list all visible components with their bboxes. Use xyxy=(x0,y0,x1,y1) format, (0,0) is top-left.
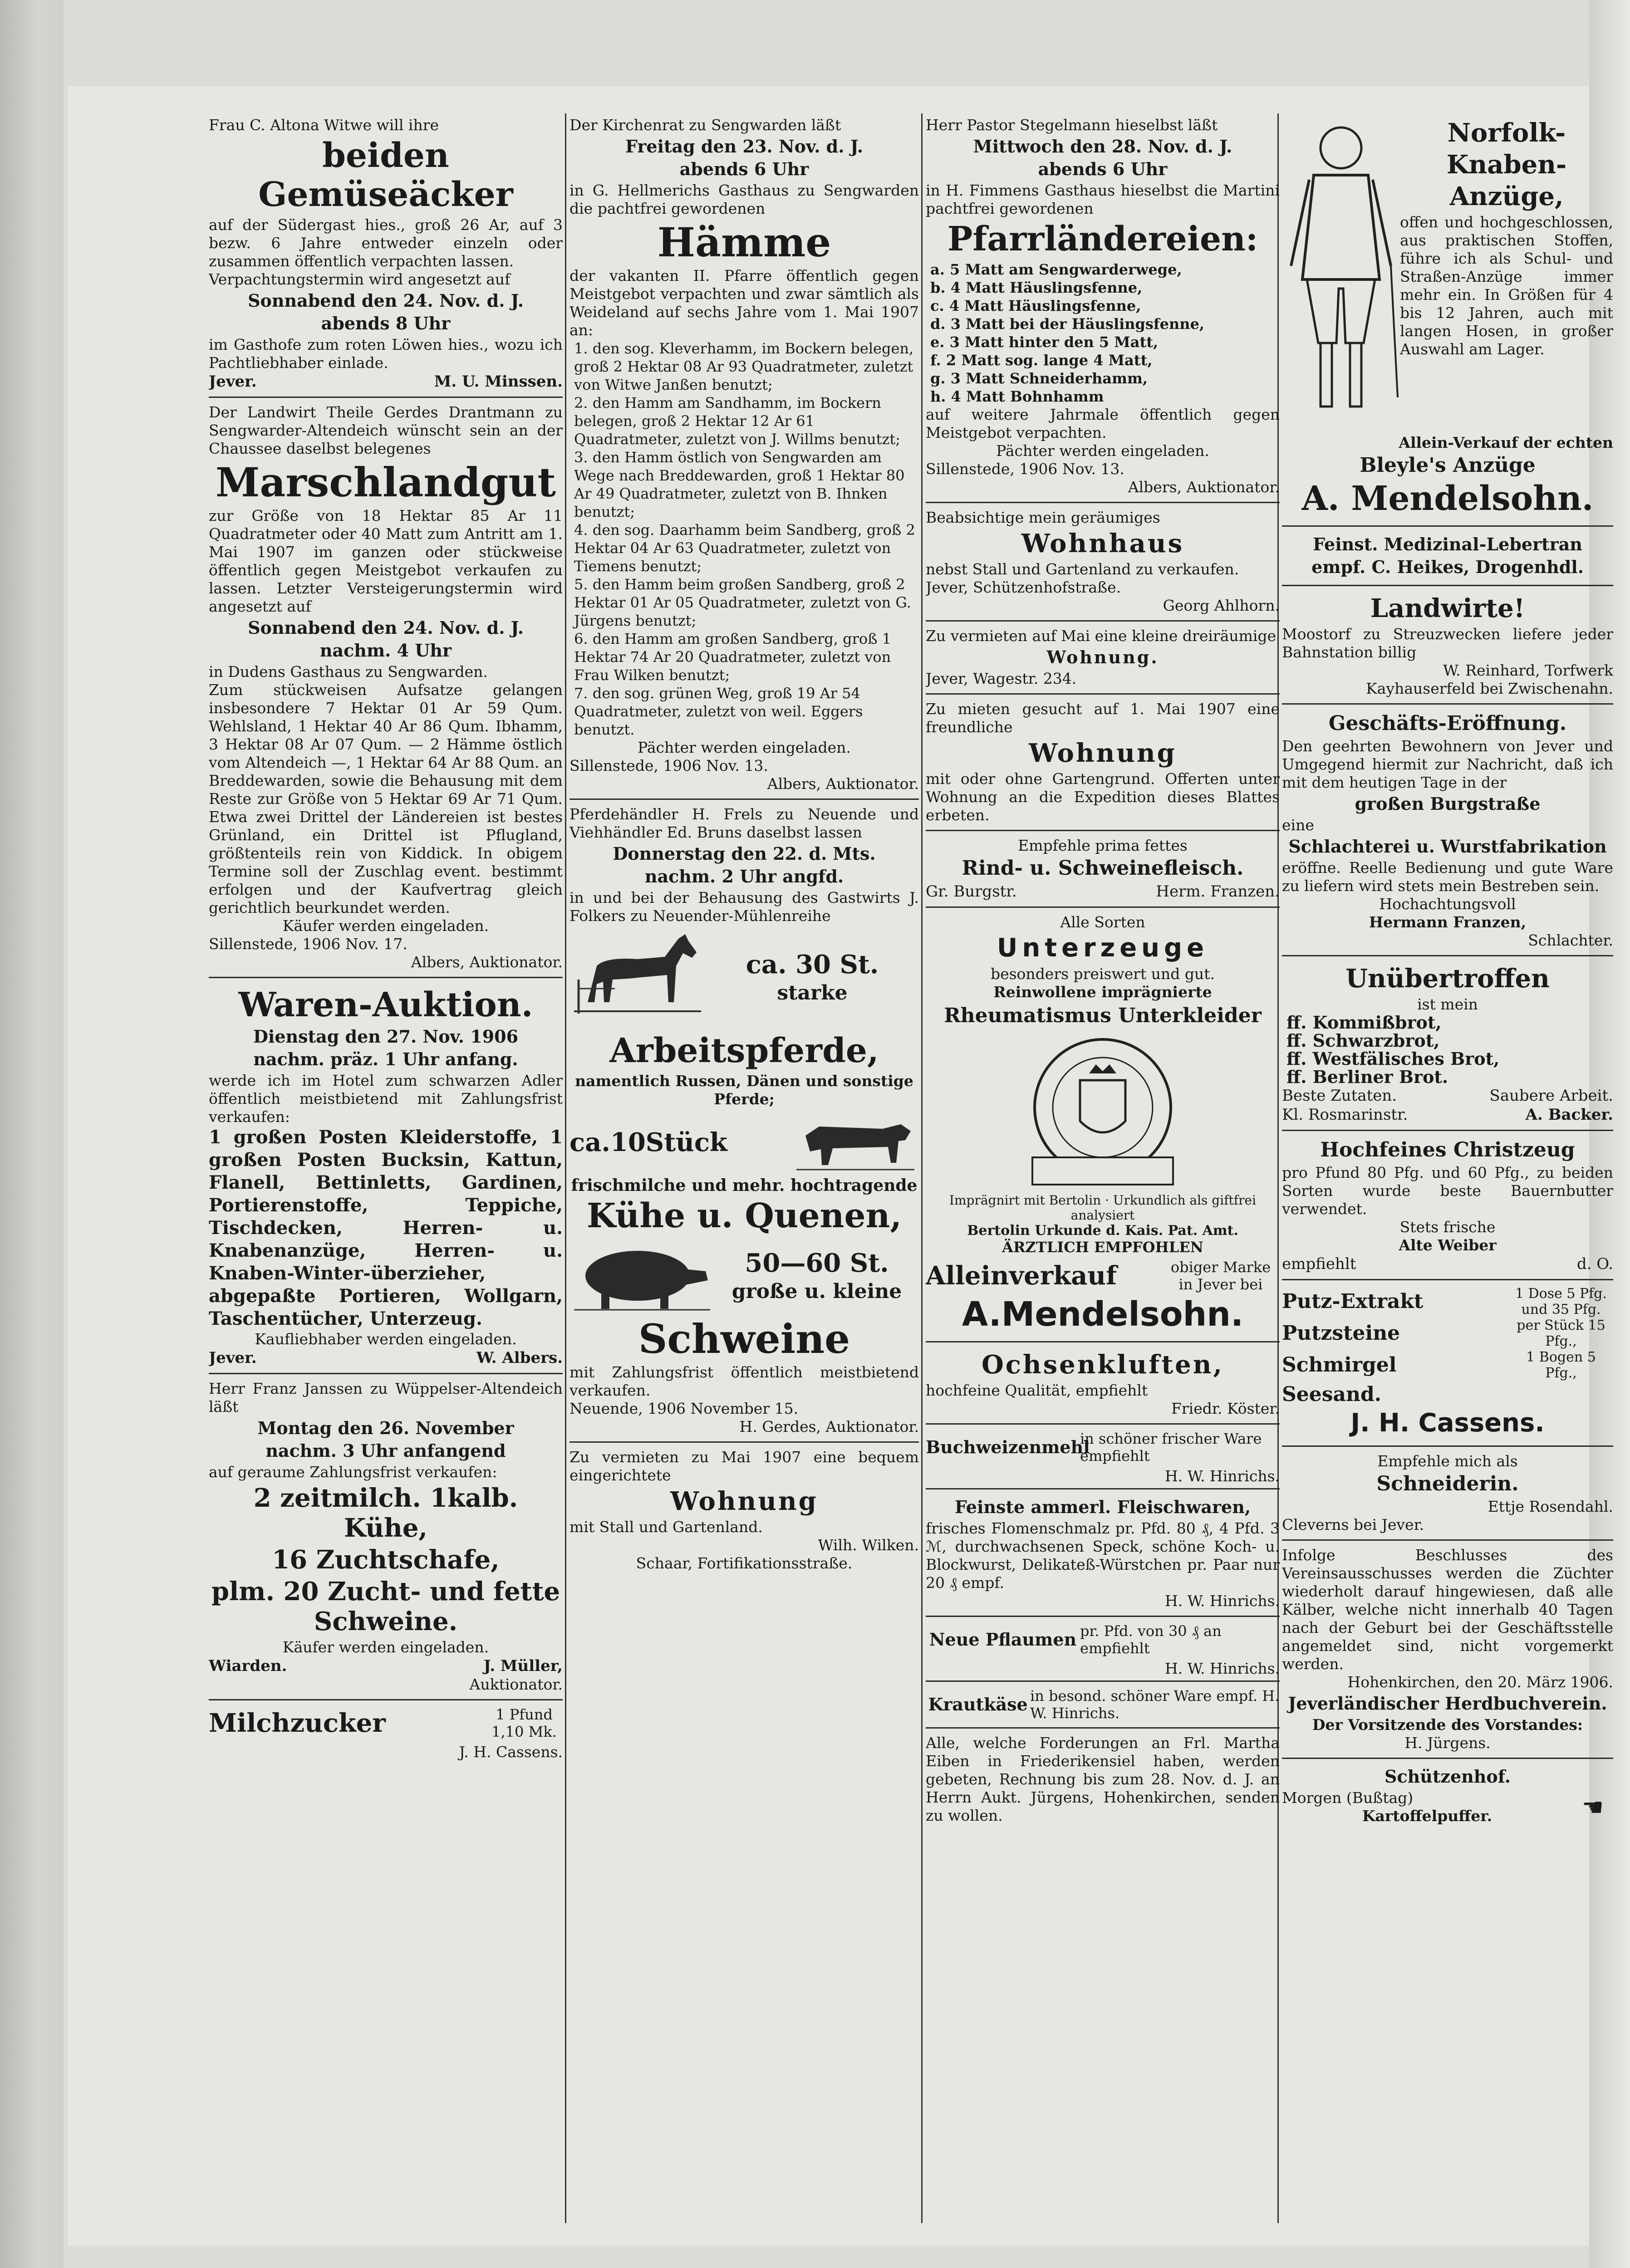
ad-forderungen xyxy=(926,1731,1280,1827)
ad-title: Rind- u. Schweinefleisch. xyxy=(962,857,1244,880)
ad-time: abends 6 Uhr xyxy=(679,159,809,179)
ad-location: Sillenstede, 1906 Nov. 17. xyxy=(209,935,408,953)
seal-ring-text: Imprägnirt mit Bertolin · Urkundlich als giftfrei analysiert xyxy=(949,1193,1257,1223)
ad-line xyxy=(1282,1789,1613,1825)
list-item: g. 3 Matt Schneiderhamm, xyxy=(930,370,1148,387)
product-price: 1 Dose 5 Pfg. und 35 Pfg. xyxy=(1515,1286,1607,1318)
seal-block xyxy=(926,1004,1280,1256)
separator xyxy=(1282,1758,1613,1759)
ad-street: großen Burgstraße xyxy=(1355,794,1541,814)
ad-org: Jeverländischer Herdbuchverein. xyxy=(1288,1693,1607,1714)
ad-line: plm. 20 Zucht- und fette Schweine. xyxy=(211,1577,560,1636)
ad-body: Alle, welche Forderungen an Frl. Martha Eiben in Friederikensiel haben, werden gebeten, Rechnung bis zum 28. Nov. d. J. an Herrn Aukt. Jürgens, Hohenkirchen, senden zu wollen. xyxy=(926,1734,1280,1824)
ad-time: nachm. präz. 1 Uhr anfang. xyxy=(253,1049,518,1069)
ad-christzeug xyxy=(1282,1134,1613,1276)
ad-intro: Zu mieten gesucht auf 1. Mai 1907 eine freundliche xyxy=(926,700,1280,736)
list-item: 2. den Hamm am Sandhamm, im Bockern belegen, groß 2 Hektar 12 Ar 61 Quadratmeter, zuletzt von J. Willms benutzt; xyxy=(574,394,901,448)
ad-body: Infolge Beschlusses des Vereinsausschusses werden die Züchter wiederholt darauf hingewiesen, daß alle Kälber, welche nicht innerhalb 40 Tagen nach der Geburt bei der Geschäftsstelle angemeldet sind, nicht vorgemerkt werden. xyxy=(1282,1546,1613,1673)
ad-title: Knaben- xyxy=(1446,150,1567,180)
list-item: e. 3 Matt hinter den 5 Matt, xyxy=(930,333,1159,351)
ad-place: in G. Hellmerichs Gasthaus zu Sengwarden die pachtfrei gewordenen xyxy=(570,181,919,217)
ad-schuetzenhof xyxy=(1282,1762,1613,1828)
ad-intro: Zu vermieten zu Mai 1907 eine bequem eingerichtete xyxy=(570,1448,919,1484)
sig-name: Herm. Franzen. xyxy=(1156,882,1280,901)
ad-signature: Albers, Auktionator. xyxy=(411,953,563,971)
ad-wohnung-schaar xyxy=(570,1445,919,1575)
sig-place: Jever. xyxy=(209,372,257,391)
ad-address: Cleverns bei Jever. xyxy=(1282,1516,1424,1533)
ad-fleischwaren xyxy=(926,1492,1280,1613)
ad-title: Milchzucker xyxy=(209,1708,386,1738)
column-rule xyxy=(921,113,923,2223)
ad-title: Feinste ammerl. Fleischwaren, xyxy=(954,1497,1251,1517)
ad-body3: eröffne. Reelle Bedienung und gute Ware zu liefern wird stets mein Bestreben sein. xyxy=(1282,859,1613,895)
horse-row xyxy=(570,925,919,1029)
ad-brot xyxy=(1282,959,1613,1127)
ad-title: Feinst. Medizinal-Lebertran xyxy=(1313,534,1582,554)
ad-count-label: starke xyxy=(777,981,848,1004)
list-item: 6. den Hamm am großen Sandberg, groß 1 Hektar 74 Ar 20 Quadratmeter, zuletzt von Frau Wilken benutzt; xyxy=(574,630,892,684)
ad-date: Sonnabend den 24. Nov. d. J. xyxy=(248,617,524,638)
sale-label: Alleinverkauf xyxy=(926,1261,1117,1291)
product-row xyxy=(1282,1286,1613,1318)
ad-title: Hämme xyxy=(657,219,831,266)
ad-date: Donnerstag den 22. d. Mts. xyxy=(613,843,876,864)
ad-body: werde ich im Hotel zum schwarzen Adler öffentlich meistbietend mit Zahlungsfrist verkaufen: xyxy=(209,1072,563,1126)
ad-date: Mittwoch den 28. Nov. d. J. xyxy=(973,136,1232,157)
sig-name: W. Albers. xyxy=(476,1349,563,1367)
ad-signature: H. Gerdes, Auktionator. xyxy=(739,1418,919,1435)
ad-pferde-vieh xyxy=(570,803,919,1439)
list-item: f. 2 Matt sog. lange 4 Matt, xyxy=(930,352,1153,369)
cow-row xyxy=(570,1108,919,1176)
ad-signature xyxy=(1282,1086,1613,1105)
ad-name: A. Mendelsohn. xyxy=(1301,479,1594,518)
list-item: h. 4 Matt Bohnhamm xyxy=(930,388,1104,405)
ad-invite: Pächter werden eingeladen. xyxy=(996,442,1209,460)
ad-brand: Bleyle's Anzüge xyxy=(1360,454,1536,477)
separator xyxy=(926,1423,1280,1425)
ad-marschlandgut xyxy=(209,401,563,974)
product-row xyxy=(1282,1318,1613,1349)
ad-body: Moostorf zu Streuzwecken liefere jeder Bahnstation billig xyxy=(1282,625,1613,661)
ad-body: auf der Südergast hies., groß 26 Ar, auf 3 bezw. 6 Jahre entweder einzeln oder zusammen öffentlich verpachten lassen. xyxy=(209,216,563,270)
ad-intro: Der Landwirt Theile Gerdes Drantmann zu Sengwarder-Altendeich wünscht sein an der Chaussee daselbst belegenes xyxy=(209,403,563,457)
ad-title: Kühe u. Quenen, xyxy=(586,1196,902,1235)
seal-top-text: Rheumatismus Unterkleider xyxy=(944,1004,1262,1027)
sig-name: J. Müller, xyxy=(483,1657,563,1675)
ad-pflaumen xyxy=(926,1620,1280,1660)
list-item: 1. den sog. Kleverhamm, im Bockern belegen, groß 2 Hektar 08 Ar 93 Quadratmeter, zuletzt von Witwe Janßen benutzt; xyxy=(574,340,914,393)
list-item: d. 3 Matt bei der Häuslingsfenne, xyxy=(930,315,1205,333)
ad-geschaeftseroeffnung xyxy=(1282,707,1613,952)
ad-count: ca.10Stück xyxy=(570,1127,727,1157)
separator xyxy=(926,502,1280,503)
product-row xyxy=(1282,1349,1613,1381)
separator xyxy=(1282,1130,1613,1131)
ad-title: Norfolk- xyxy=(1447,118,1566,148)
ad-body2: Stets frische xyxy=(1399,1218,1496,1236)
ad-signature: Friedr. Köster. xyxy=(1171,1400,1280,1417)
ad-title: Schützenhof. xyxy=(1385,1766,1511,1787)
product-name: Putz-Extrakt xyxy=(1282,1290,1424,1313)
ad-ochsenkluften xyxy=(926,1345,1280,1421)
ad-signature: Albers, Auktionator. xyxy=(1128,478,1280,496)
ad-items: 1 großen Posten Kleiderstoffe, 1 großen Posten Bucksin, Kattun, Flanell, Bettinletts, Gardinen, Portierenstoffe, Teppiche, Tischdecken, Herren- u. Knabenanzüge, Herren- u. Knaben-Winter-überzieher, abgepaßte Portieren, Wollgarn, Taschentücher, Unterzeug. xyxy=(209,1127,563,1329)
ad-subtitle: ist mein xyxy=(1417,995,1478,1013)
product-price: per Stück 15 Pfg., xyxy=(1517,1318,1605,1349)
ad-subtitle: frischmilche und mehr. hochtragende xyxy=(571,1176,918,1195)
ad-body: nebst Stall und Gartenland zu verkaufen. xyxy=(926,560,1239,578)
book-binding xyxy=(0,0,64,2268)
ad-item: Kartoffelpuffer. xyxy=(1362,1807,1493,1825)
ad-signature: Ettje Rosendahl. xyxy=(1488,1498,1613,1515)
separator xyxy=(570,1441,919,1443)
list-item: ff. Schwarzbrot, xyxy=(1286,1030,1440,1051)
ad-signature: Georg Ahlhorn. xyxy=(1163,597,1280,614)
ad-count: 50—60 St. xyxy=(745,1248,889,1278)
separator xyxy=(1282,955,1613,956)
ad-body: pr. Pfd. von 30 ₰ an empfiehlt xyxy=(1080,1622,1222,1657)
ad-address xyxy=(1282,1105,1613,1124)
separator xyxy=(926,1727,1280,1729)
product-price: 1 Bogen 5 Pfg., xyxy=(1526,1349,1596,1381)
ad-title: Krautkäse xyxy=(928,1694,1028,1714)
separator xyxy=(1282,525,1613,527)
ad-intro: Herr Pastor Stegelmann hieselbst läßt xyxy=(926,116,1218,134)
separator xyxy=(926,830,1280,831)
ad-title: Wohnung. xyxy=(1046,647,1159,667)
ad-date: Freitag den 23. Nov. d. J. xyxy=(625,136,863,157)
ad-fleisch xyxy=(926,834,1280,904)
ad-place: in und bei der Behausung des Gastwirts J. Folkers zu Neuender-Mühlenreihe xyxy=(570,889,919,925)
ad-location: Sillenstede, 1906 Nov. 13. xyxy=(926,460,1124,478)
ad-subtitle: empf. C. Heikes, Drogenhdl. xyxy=(1311,557,1584,577)
ad-title: Ochsenkluften, xyxy=(981,1350,1224,1380)
separator xyxy=(1282,1279,1613,1280)
separator xyxy=(926,1616,1280,1617)
sig-left: Beste Zutaten. xyxy=(1282,1087,1397,1105)
ad-signature: H. W. Hinrichs. xyxy=(1165,1467,1280,1485)
ad-norfolk-anzuege xyxy=(1282,113,1613,523)
ad-title: Landwirte! xyxy=(1370,593,1525,623)
ad-role: Schlachter. xyxy=(1528,931,1613,949)
column-2 xyxy=(570,113,919,2237)
ad-subtitle: namentlich Russen, Dänen und sonstige Pferde; xyxy=(575,1072,913,1108)
ad-location: Hohenkirchen, den 20. März 1906. xyxy=(1347,1673,1613,1691)
separator xyxy=(570,798,919,800)
ad-pfarrlaendereien xyxy=(926,113,1280,499)
ad-signature xyxy=(209,372,563,391)
separator xyxy=(209,1699,563,1700)
ad-schneiderin xyxy=(1282,1450,1613,1537)
ad-title: Geschäfts-Eröffnung. xyxy=(1328,712,1567,735)
ad-title2: Schlachterei u. Wurstfabrikation xyxy=(1288,836,1607,857)
sig-left: empfiehlt xyxy=(1282,1255,1356,1273)
ad-title: Marschlandgut xyxy=(215,459,556,506)
ad-location: Neuende, 1906 November 15. xyxy=(570,1400,799,1417)
ad-intro: Pferdehändler H. Frels zu Neuende und Viehhändler Ed. Bruns daselbst lassen xyxy=(570,805,919,841)
ad-title: Wohnhaus xyxy=(1021,529,1184,558)
list-item: 4. den sog. Daarhamm beim Sandberg, groß 2 Hektar 04 Ar 63 Quadratmeter, zuletzt von Tiemens benutzt; xyxy=(574,521,915,575)
ad-role: Der Vorsitzende des Vorstandes: xyxy=(1312,1716,1583,1734)
list-item: 3. den Hamm östlich von Sengwarden am Wege nach Breddewarden, groß 1 Hektar 80 Ar 49 Quadratmeter, zuletzt von B. Ihnken benutzt; xyxy=(574,449,905,520)
address-name: A. Backer. xyxy=(1525,1106,1613,1124)
column-4 xyxy=(1282,113,1613,2237)
ad-intro: Beabsichtige mein geräumiges xyxy=(926,509,1160,526)
ad-waren-auktion xyxy=(209,981,563,1370)
list-item: ff. Berliner Brot. xyxy=(1286,1067,1448,1087)
separator xyxy=(926,693,1280,695)
ad-date: Dienstag den 27. Nov. 1906 xyxy=(253,1026,519,1047)
ad-lebertran xyxy=(1282,529,1613,582)
ad-address: Kayhauserfeld bei Zwischenahn. xyxy=(1366,680,1613,697)
separator xyxy=(209,397,563,398)
ad-time: nachm. 2 Uhr angfd. xyxy=(644,866,844,887)
ad-signature: W. Reinhard, Torfwerk xyxy=(1443,661,1613,679)
ad-place: in H. Fimmens Gasthaus hieselbst die Martini pachtfrei gewordenen xyxy=(926,181,1280,217)
ad-body: Den geehrten Bewohnern von Jever und Umgegend hiermit zur Nachricht, daß ich mit dem heutigen Tage in der xyxy=(1282,737,1613,791)
ad-intro: Frau C. Altona Witwe will ihre xyxy=(209,116,439,134)
ad-body: auf weitere Jahrmale öffentlich gegen Meistgebot verpachten. xyxy=(926,406,1280,441)
sig-right: Saubere Arbeit. xyxy=(1489,1087,1613,1105)
ad-body: Morgen (Bußtag) xyxy=(1282,1789,1414,1807)
ad-time: nachm. 3 Uhr anfangend xyxy=(265,1440,506,1461)
cow-icon xyxy=(792,1108,919,1176)
sig-name: M. U. Minssen. xyxy=(434,372,563,391)
separator xyxy=(926,1680,1280,1682)
ad-haemme xyxy=(570,113,919,796)
ad-sale: Allein-Verkauf der echten xyxy=(1399,434,1613,451)
separator xyxy=(1282,703,1613,705)
ad-name: J. H. Cassens. xyxy=(1350,1408,1545,1438)
ad-vieh-verkauf xyxy=(209,1377,563,1696)
ad-invite: Pächter werden eingeladen. xyxy=(638,739,851,756)
ad-place: im Gasthofe zum roten Löwen hies., wozu ich Pachtliebhaber einlade. xyxy=(209,336,563,372)
ad-body: in besond. schöner Ware empf. H. W. Hinrichs. xyxy=(1030,1687,1280,1722)
column-1 xyxy=(209,113,563,2237)
ad-item: Alte Weiber xyxy=(1399,1236,1497,1254)
ad-count-label: große u. kleine xyxy=(732,1280,902,1303)
ad-time: abends 8 Uhr xyxy=(321,313,451,333)
list-item: ff. Westfälisches Brot, xyxy=(1286,1048,1500,1069)
ad-address: Jever, Wagestr. 234. xyxy=(926,670,1077,687)
ad-body: mit Zahlungsfrist öffentlich meistbietend verkaufen. xyxy=(570,1363,919,1399)
norfolk-header xyxy=(1282,116,1613,434)
ad-invite: Käufer werden eingeladen. xyxy=(282,1638,489,1656)
ad-title: Anzüge, xyxy=(1449,181,1564,211)
ad-title: Hochfeines Christzeug xyxy=(1320,1138,1575,1161)
separator xyxy=(209,1373,563,1374)
crest-seal-icon xyxy=(1005,1030,1200,1194)
ad-title: Neue Pflaumen xyxy=(929,1629,1077,1650)
horse-icon xyxy=(570,925,706,1029)
sig-right: d. O. xyxy=(1576,1255,1613,1273)
list-item: ff. Kommißbrot, xyxy=(1286,1012,1442,1033)
ad-location: Sillenstede, 1906 Nov. 13. xyxy=(570,757,768,774)
ad-invite: Kaufliebhaber werden eingeladen. xyxy=(255,1330,517,1348)
ad-title: Wohnung xyxy=(1029,738,1177,768)
ad-body: offen und hochgeschlossen, aus praktischen Stoffen, führe ich als Schul- und Straßen-Anzüge immer mehr ein. In Größen für 4 bis 12 Jahren, auch mit langen Hosen, in großer Auswahl am Lager. xyxy=(1400,213,1613,358)
column-rule xyxy=(565,113,566,2223)
ad-date: Montag den 26. November xyxy=(257,1418,514,1438)
separator xyxy=(926,1341,1280,1342)
product-name: Schmirgel xyxy=(1282,1353,1397,1376)
ad-title: Schneiderin. xyxy=(1376,1472,1519,1495)
ad-body2: eine xyxy=(1282,816,1314,834)
sig-place: Jever. xyxy=(209,1349,257,1367)
ad-title: Pfarrländereien: xyxy=(947,220,1258,259)
ad-intro: Der Kirchenrat zu Sengwarden läßt xyxy=(570,116,841,134)
ad-gemueseaecker xyxy=(209,113,563,394)
column-3 xyxy=(926,113,1280,2237)
ad-putzmittel xyxy=(1282,1283,1613,1443)
ad-subtitle: besonders preiswert und gut. xyxy=(990,965,1215,983)
product-name: Seesand. xyxy=(1282,1383,1382,1406)
ad-invite: Käufer werden eingeladen. xyxy=(282,917,489,935)
ad-line: 16 Zuchtschafe, xyxy=(272,1545,500,1575)
ad-body: mit oder ohne Gartengrund. Offerten unter Wohnung an die Expedition dieses Blattes erbeten. xyxy=(926,770,1280,824)
ad-place: in Dudens Gasthaus zu Sengwarden. xyxy=(209,663,488,681)
ad-title: Schweine xyxy=(638,1315,850,1362)
ad-title: Unterzeuge xyxy=(997,933,1209,963)
ad-wohnung-klein xyxy=(926,624,1280,691)
ad-price: 1 Pfund 1,10 Mk. xyxy=(491,1706,557,1740)
ad-intro: Alle Sorten xyxy=(1060,913,1145,931)
ad-herdbuchverein xyxy=(1282,1543,1613,1755)
sale-row xyxy=(926,1259,1280,1293)
ad-landwirte xyxy=(1282,589,1613,700)
ad-title: Arbeitspferde, xyxy=(609,1031,879,1070)
ad-address: Jever, Schützenhofstraße. xyxy=(926,578,1121,596)
ad-signature: H. W. Hinrichs. xyxy=(1165,1592,1280,1610)
ad-signature: Hermann Franzen, xyxy=(1369,913,1527,931)
ad-intro: Zu vermieten auf Mai eine kleine dreiräumige xyxy=(926,627,1277,645)
ad-signature: H. Jürgens. xyxy=(1404,1734,1491,1752)
ad-signature: Wilh. Wilken. xyxy=(818,1536,919,1554)
ad-signature xyxy=(209,1656,563,1675)
ad-title: Buchweizenmehl xyxy=(926,1437,1090,1457)
pig-row xyxy=(570,1237,919,1314)
ad-body: auf geraume Zahlungsfrist verkaufen: xyxy=(209,1463,497,1481)
separator xyxy=(926,620,1280,622)
list-item: b. 4 Matt Häuslingsfenne, xyxy=(930,279,1143,296)
ad-unterzeuge xyxy=(926,911,1280,1338)
ad-title: beiden Gemüseäcker xyxy=(258,136,513,214)
ad-body: mit Stall und Gartenland. xyxy=(570,1518,763,1536)
sig-place: Wiarden. xyxy=(209,1657,287,1675)
ad-line: 2 zeitmilch. 1kalb. Kühe, xyxy=(253,1483,518,1543)
separator xyxy=(209,977,563,978)
ad-body: zur Größe von 18 Hektar 85 Ar 11 Quadratmeter oder 40 Matt zum Antritt am 1. Mai 1907 im ganzen oder stückweise öffentlich gegen Meistgebot verkaufen zu lassen. Letzter Versteigerungstermin wird angesetzt auf xyxy=(209,507,563,615)
ad-signature: J. H. Cassens. xyxy=(459,1743,563,1761)
ad-signature xyxy=(926,882,1280,901)
list-item: 5. den Hamm beim großen Sandberg, groß 2 Hektar 01 Ar 05 Quadratmeter, zuletzt von G. Jürgens benutzt; xyxy=(574,576,911,629)
ad-title: Unübertroffen xyxy=(1345,964,1550,994)
ad-wohnung-gesucht xyxy=(926,697,1280,827)
ad-body2: Zum stückweisen Aufsatze gelangen insbesondere 7 Hektar 01 Ar 59 Qum. Wehlsland, 1 Hektar 40 Ar 86 Qum. Ibhamm, 3 Hektar 08 Ar 07 Qum. — 2 Hämme östlich vom Altendeich —, 1 Hektar 64 Ar 88 Qum. an Breddewarden, sowie die Behausung mit dem Reste zur Größe von 5 Hektar 69 Ar 71 Qum. Etwa zwei Drittel der Ländereien ist bestes Grünland, ein Drittel ist Pflugland, größtenteils rein von Kiddick. In obigem Termine soll der Zuschlag event. bestimmt erfolgen und der Kaufvertrag gleich gerichtlich beurkundet werden. xyxy=(209,681,563,916)
ad-signature: H. W. Hinrichs. xyxy=(1165,1660,1280,1677)
separator xyxy=(1282,1445,1613,1447)
separator xyxy=(1282,1539,1613,1541)
ad-krautkaese xyxy=(926,1685,1280,1724)
address-street: Kl. Rosmarinstr. xyxy=(1282,1106,1408,1124)
sig-address: Gr. Burgstr. xyxy=(926,882,1017,901)
ad-subtitle: Reinwollene imprägnierte xyxy=(993,983,1212,1001)
separator xyxy=(926,906,1280,908)
ad-body: pro Pfund 80 Pfg. und 60 Pfg., zu beiden Sorten wurde beste Bauernbutter verwendet. xyxy=(1282,1164,1613,1218)
ad-signature xyxy=(209,1348,563,1367)
separator xyxy=(1282,585,1613,586)
separator xyxy=(926,1488,1280,1489)
ad-body: der vakanten II. Pfarre öffentlich gegen Meistgebot verpachten und zwar sämtlich als Weideland auf sechs Jahre vom 1. Mai 1907 an: xyxy=(570,267,919,339)
ad-title: Waren-Auktion. xyxy=(238,985,533,1024)
boy-figure-icon xyxy=(1282,116,1400,434)
ad-body: hochfeine Qualität, empfiehlt xyxy=(926,1381,1148,1399)
ad-body: frisches Flomenschmalz pr. Pfd. 80 ₰, 4 Pfd. 3 ℳ, durchwachsenen Speck, schöne Koch- u. Blockwurst, Delikateß-Würstchen pr. Paar nur 20 ₰ empf. xyxy=(926,1519,1280,1592)
ad-intro: Empfehle prima fettes xyxy=(1018,837,1188,854)
ad-time: nachm. 4 Uhr xyxy=(319,640,452,661)
list-item: a. 5 Matt am Sengwarderwege, xyxy=(930,261,1182,278)
ad-signature: Albers, Auktionator. xyxy=(767,775,919,793)
product-name: Putzsteine xyxy=(1282,1322,1400,1345)
list-item: 7. den sog. grünen Weg, groß 19 Ar 54 Quadratmeter, zuletzt von weil. Eggers benutzt. xyxy=(574,685,863,738)
ad-title: Wohnung xyxy=(670,1486,818,1516)
ad-intro: Herr Franz Janssen zu Wüppelser-Altendeich läßt xyxy=(209,1380,563,1416)
list-item: c. 4 Matt Häuslingsfenne, xyxy=(930,297,1141,314)
ad-milchzucker xyxy=(209,1703,563,1743)
ad-address: Schaar, Fortifikationsstraße. xyxy=(636,1554,853,1572)
ad-time: abends 6 Uhr xyxy=(1038,159,1168,179)
pig-icon xyxy=(570,1237,715,1314)
ad-greeting: Hochachtungsvoll xyxy=(1379,895,1516,913)
sig-role: Auktionator. xyxy=(469,1675,563,1693)
ad-count: ca. 30 St. xyxy=(746,950,879,980)
ad-date: Sonnabend den 24. Nov. d. J. xyxy=(248,290,524,311)
ad-signature xyxy=(1282,1254,1613,1274)
ad-term: Verpachtungstermin wird angesetzt auf xyxy=(209,270,511,288)
seal-banner: Bertolin Urkunde d. Kais. Pat. Amt. xyxy=(967,1223,1238,1239)
pointing-hand-icon: ☚ xyxy=(1581,1793,1604,1822)
seal-bottom: ÄRZTLICH EMPFOHLEN xyxy=(1002,1239,1203,1256)
ad-buchweizenmehl xyxy=(926,1427,1280,1467)
ad-intro: Empfehle mich als xyxy=(1377,1452,1518,1470)
sale-detail: obiger Marke in Jever bei xyxy=(1170,1259,1271,1293)
ad-body: in schöner frischer Ware empfiehlt xyxy=(1080,1430,1262,1465)
ad-wohnhaus xyxy=(926,506,1280,617)
ad-name: A.Mendelsohn. xyxy=(962,1295,1244,1334)
